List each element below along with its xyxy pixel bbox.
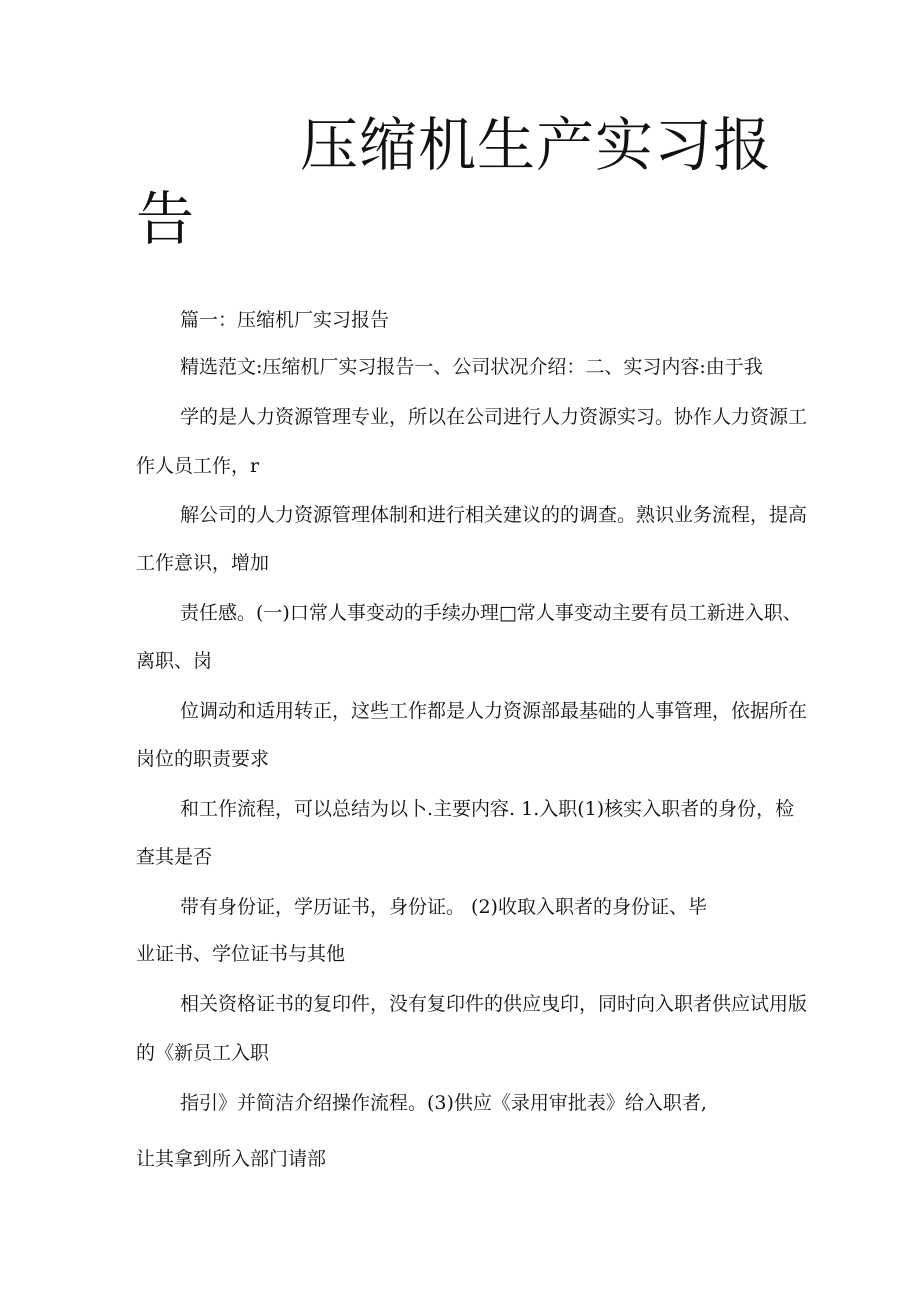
paragraph-line: 篇一：压缩机厂实习报告 bbox=[180, 309, 390, 331]
paragraph-line: 位调动和适用转正，这些工作都是人力资源部最基础的人事管理，依据所在 bbox=[180, 700, 808, 722]
paragraph-line: 让其拿到所入部门请部 bbox=[136, 1148, 327, 1170]
paragraph-line: 指引》并简洁介绍操作流程。(3)供应《录用审批表》给入职者, bbox=[180, 1092, 707, 1114]
title-line-2: 告 bbox=[136, 185, 195, 253]
paragraph-line: 工作意识，增加 bbox=[136, 552, 270, 574]
paragraph-line: 精选范文:压缩机厂实习报告一、公司状况介绍：二、实习内容:由于我 bbox=[180, 356, 763, 378]
paragraph-line: 相关资格证书的复印件，没有复印件的供应曳印，同时向入职者供应试用版 bbox=[180, 993, 808, 1015]
paragraph-line: 查其是否 bbox=[136, 846, 213, 868]
paragraph-line: 解公司的人力资源管理体制和进行相关建议的的调查。熟识业务流程，提高 bbox=[180, 504, 808, 526]
paragraph-line: 责任感。(一)口常人事变动的手续办理□常人事变动主要有员工新进入职、 bbox=[180, 602, 802, 624]
paragraph-line: 岗位的职责要求 bbox=[136, 748, 270, 770]
paragraph-line: 学的是人力资源管理专业，所以在公司进行人力资源实习。协作人力资源工 bbox=[180, 406, 808, 428]
paragraph-line: 和工作流程，可以总结为以卜.主要内容. 1.入职(1)核实入职者的身份，检 bbox=[180, 798, 795, 820]
paragraph-line: 业证书、学位证书与其他 bbox=[136, 943, 346, 965]
paragraph-line: 离职、岗 bbox=[136, 650, 213, 672]
title-line-1: 压缩机生产实习报 bbox=[300, 111, 773, 179]
paragraph-line: 的《新员工入职 bbox=[136, 1042, 270, 1064]
paragraph-line: 作人员工作，r bbox=[136, 455, 260, 477]
paragraph-line: 带有身份证，学历证书，身份证。 (2)收取入职者的身份证、毕 bbox=[180, 896, 707, 918]
